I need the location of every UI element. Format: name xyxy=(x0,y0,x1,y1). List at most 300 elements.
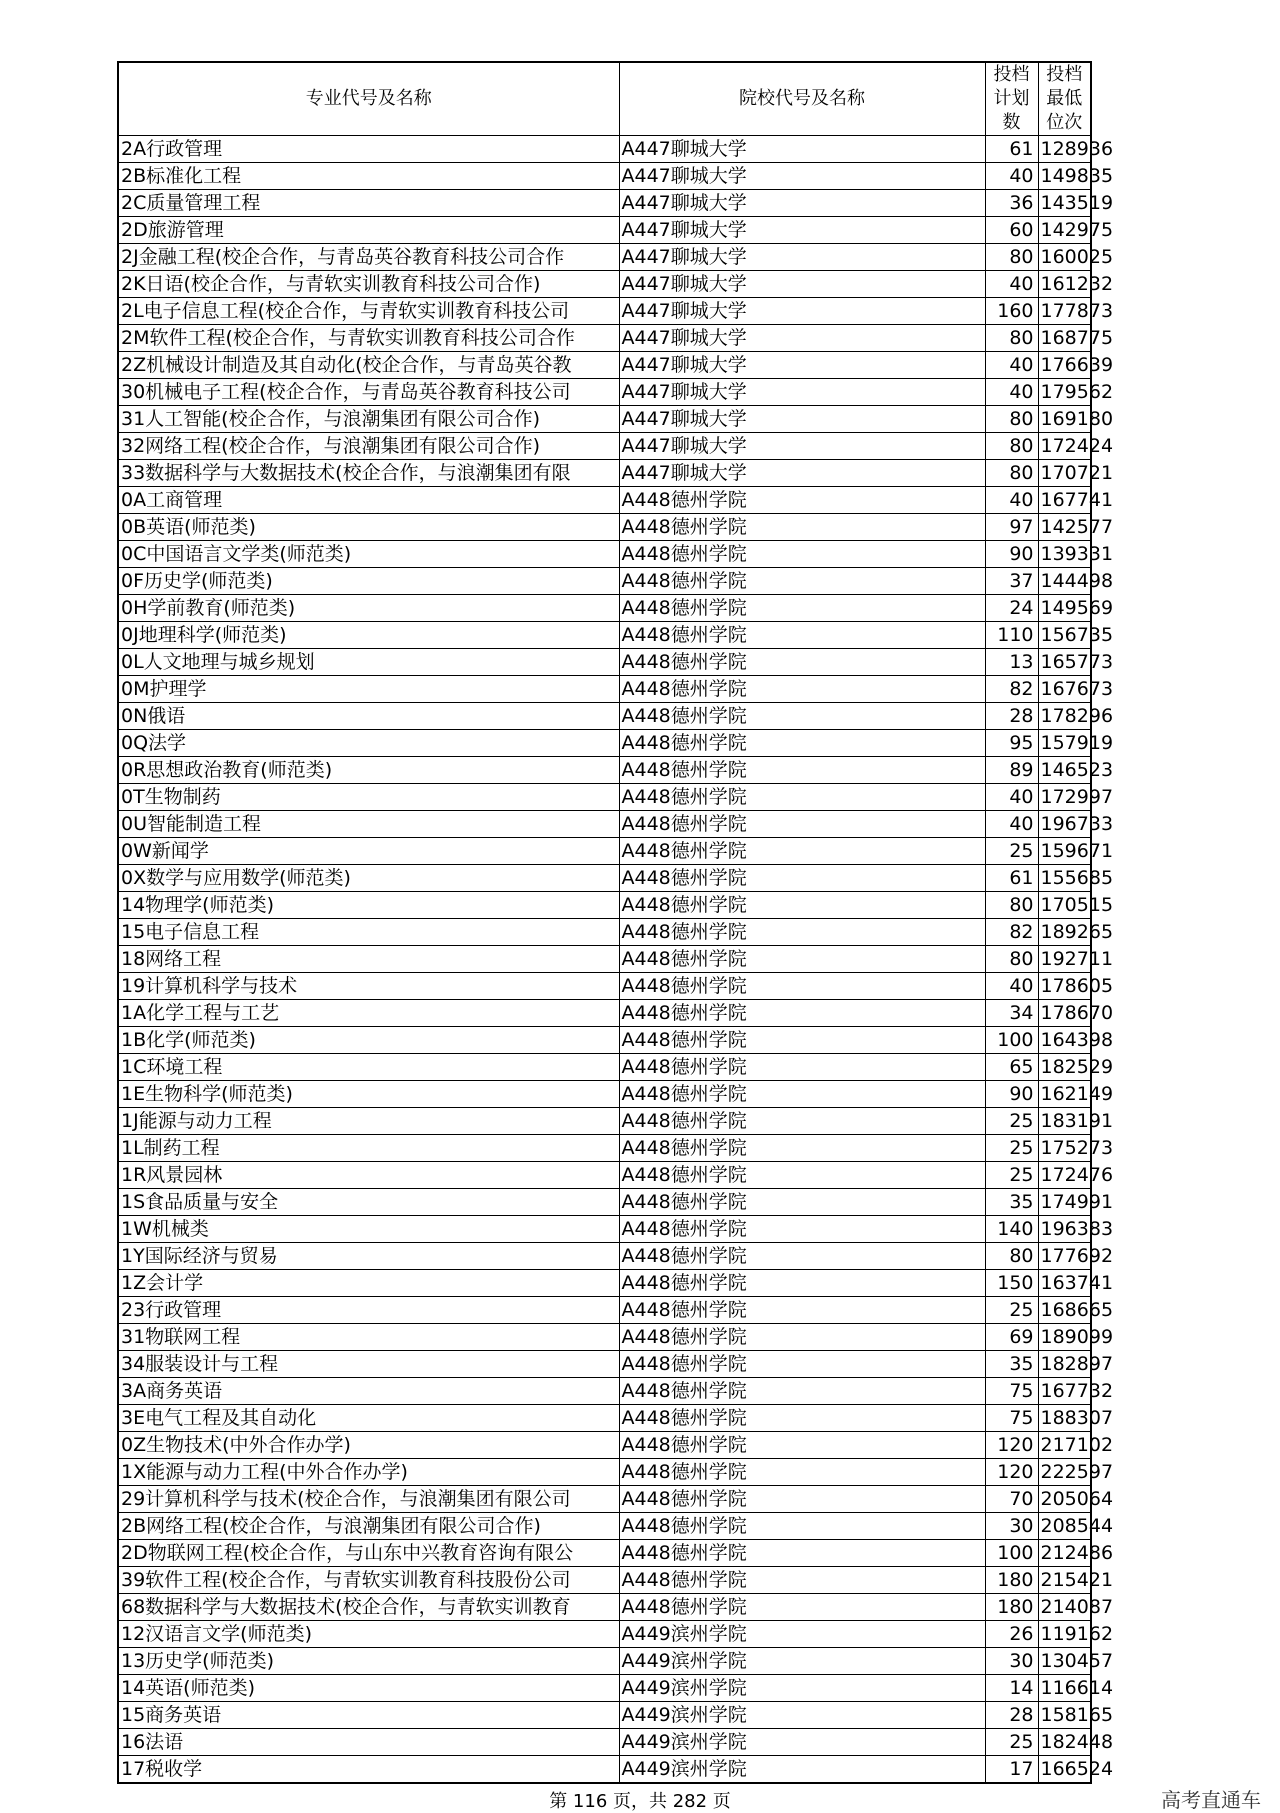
cell-rank: 188307 xyxy=(1038,1405,1091,1432)
cell-plan: 35 xyxy=(985,1189,1038,1216)
cell-rank: 130457 xyxy=(1038,1648,1091,1675)
cell-plan: 120 xyxy=(985,1459,1038,1486)
cell-plan: 40 xyxy=(985,973,1038,1000)
table-row xyxy=(118,1756,1091,1784)
cell-school: A447聊城大学 xyxy=(619,136,985,163)
cell-rank: 139331 xyxy=(1038,541,1091,568)
cell-rank: 183191 xyxy=(1038,1108,1091,1135)
cell-major: 14英语(师范类) xyxy=(118,1675,619,1702)
table-row xyxy=(118,811,1091,838)
cell-plan: 40 xyxy=(985,163,1038,190)
cell-rank: 192711 xyxy=(1038,946,1091,973)
cell-plan: 90 xyxy=(985,1081,1038,1108)
cell-major: 12汉语言文学(师范类) xyxy=(118,1621,619,1648)
cell-major: 0J地理科学(师范类) xyxy=(118,622,619,649)
cell-major: 1C环境工程 xyxy=(118,1054,619,1081)
table-row xyxy=(118,244,1091,271)
cell-school: A448德州学院 xyxy=(619,1162,985,1189)
cell-school: A448德州学院 xyxy=(619,865,985,892)
table-row xyxy=(118,1567,1091,1594)
cell-rank: 172424 xyxy=(1038,433,1091,460)
cell-rank: 182529 xyxy=(1038,1054,1091,1081)
cell-rank: 119162 xyxy=(1038,1621,1091,1648)
cell-plan: 80 xyxy=(985,892,1038,919)
table-row xyxy=(118,1540,1091,1567)
cell-major: 2D旅游管理 xyxy=(118,217,619,244)
table-row xyxy=(118,1027,1091,1054)
cell-plan: 40 xyxy=(985,784,1038,811)
cell-rank: 128936 xyxy=(1038,136,1091,163)
cell-major: 31物联网工程 xyxy=(118,1324,619,1351)
cell-plan: 35 xyxy=(985,1351,1038,1378)
cell-plan: 26 xyxy=(985,1621,1038,1648)
cell-plan: 80 xyxy=(985,406,1038,433)
cell-major: 0A工商管理 xyxy=(118,487,619,514)
cell-plan: 80 xyxy=(985,433,1038,460)
cell-plan: 40 xyxy=(985,379,1038,406)
table-row xyxy=(118,730,1091,757)
cell-major: 32网络工程(校企合作，与浪潮集团有限公司合作) xyxy=(118,433,619,460)
cell-rank: 168775 xyxy=(1038,325,1091,352)
cell-school: A448德州学院 xyxy=(619,1567,985,1594)
cell-school: A448德州学院 xyxy=(619,541,985,568)
cell-school: A447聊城大学 xyxy=(619,406,985,433)
cell-rank: 168665 xyxy=(1038,1297,1091,1324)
table-row xyxy=(118,190,1091,217)
table-row xyxy=(118,514,1091,541)
cell-school: A449滨州学院 xyxy=(619,1621,985,1648)
cell-plan: 28 xyxy=(985,703,1038,730)
cell-major: 0X数学与应用数学(师范类) xyxy=(118,865,619,892)
cell-school: A448德州学院 xyxy=(619,1270,985,1297)
cell-rank: 196383 xyxy=(1038,1216,1091,1243)
table-row xyxy=(118,1729,1091,1756)
table-row xyxy=(118,595,1091,622)
cell-school: A447聊城大学 xyxy=(619,433,985,460)
cell-major: 0Z生物技术(中外合作办学) xyxy=(118,1432,619,1459)
cell-major: 16法语 xyxy=(118,1729,619,1756)
table-row xyxy=(118,1432,1091,1459)
cell-plan: 25 xyxy=(985,1162,1038,1189)
cell-rank: 189099 xyxy=(1038,1324,1091,1351)
cell-major: 1R风景园林 xyxy=(118,1162,619,1189)
cell-major: 0T生物制药 xyxy=(118,784,619,811)
table-row xyxy=(118,973,1091,1000)
cell-plan: 61 xyxy=(985,136,1038,163)
cell-school: A448德州学院 xyxy=(619,784,985,811)
cell-rank: 212486 xyxy=(1038,1540,1091,1567)
cell-rank: 162149 xyxy=(1038,1081,1091,1108)
cell-plan: 140 xyxy=(985,1216,1038,1243)
table-row xyxy=(118,1297,1091,1324)
cell-school: A447聊城大学 xyxy=(619,163,985,190)
cell-rank: 116614 xyxy=(1038,1675,1091,1702)
cell-rank: 167732 xyxy=(1038,1378,1091,1405)
cell-plan: 150 xyxy=(985,1270,1038,1297)
cell-rank: 178605 xyxy=(1038,973,1091,1000)
cell-plan: 120 xyxy=(985,1432,1038,1459)
cell-plan: 25 xyxy=(985,1135,1038,1162)
cell-school: A448德州学院 xyxy=(619,919,985,946)
watermark-text: 高考直通车 xyxy=(1161,1788,1261,1812)
cell-major: 1L制药工程 xyxy=(118,1135,619,1162)
cell-rank: 149569 xyxy=(1038,595,1091,622)
cell-plan: 65 xyxy=(985,1054,1038,1081)
cell-rank: 142975 xyxy=(1038,217,1091,244)
cell-rank: 155685 xyxy=(1038,865,1091,892)
header-plan: 投档计划数 xyxy=(985,62,1038,136)
cell-school: A447聊城大学 xyxy=(619,244,985,271)
admission-table-container xyxy=(117,61,1114,1784)
cell-major: 0B英语(师范类) xyxy=(118,514,619,541)
cell-major: 0U智能制造工程 xyxy=(118,811,619,838)
cell-rank: 208544 xyxy=(1038,1513,1091,1540)
cell-rank: 163741 xyxy=(1038,1270,1091,1297)
cell-school: A447聊城大学 xyxy=(619,217,985,244)
cell-rank: 177873 xyxy=(1038,298,1091,325)
table-row xyxy=(118,163,1091,190)
table-row xyxy=(118,1378,1091,1405)
cell-school: A449滨州学院 xyxy=(619,1729,985,1756)
cell-major: 18网络工程 xyxy=(118,946,619,973)
cell-school: A448德州学院 xyxy=(619,1459,985,1486)
cell-rank: 196733 xyxy=(1038,811,1091,838)
table-row xyxy=(118,352,1091,379)
table-row xyxy=(118,1513,1091,1540)
cell-school: A449滨州学院 xyxy=(619,1702,985,1729)
cell-major: 15商务英语 xyxy=(118,1702,619,1729)
cell-major: 17税收学 xyxy=(118,1756,619,1784)
cell-rank: 217102 xyxy=(1038,1432,1091,1459)
table-row xyxy=(118,622,1091,649)
table-row xyxy=(118,1459,1091,1486)
cell-plan: 17 xyxy=(985,1756,1038,1784)
cell-major: 2D物联网工程(校企合作，与山东中兴教育咨询有限公 xyxy=(118,1540,619,1567)
cell-rank: 146523 xyxy=(1038,757,1091,784)
cell-plan: 60 xyxy=(985,217,1038,244)
cell-major: 0W新闻学 xyxy=(118,838,619,865)
cell-plan: 100 xyxy=(985,1027,1038,1054)
cell-plan: 180 xyxy=(985,1594,1038,1621)
cell-school: A448德州学院 xyxy=(619,946,985,973)
cell-school: A448德州学院 xyxy=(619,1297,985,1324)
table-row xyxy=(118,649,1091,676)
cell-major: 1A化学工程与工艺 xyxy=(118,1000,619,1027)
cell-major: 1B化学(师范类) xyxy=(118,1027,619,1054)
table-row xyxy=(118,1351,1091,1378)
cell-school: A447聊城大学 xyxy=(619,460,985,487)
table-header-row xyxy=(118,62,1091,136)
table-row xyxy=(118,1216,1091,1243)
table-row xyxy=(118,568,1091,595)
table-row xyxy=(118,784,1091,811)
cell-school: A448德州学院 xyxy=(619,1189,985,1216)
cell-rank: 175273 xyxy=(1038,1135,1091,1162)
table-row xyxy=(118,1675,1091,1702)
cell-school: A448德州学院 xyxy=(619,1378,985,1405)
cell-major: 2J金融工程(校企合作，与青岛英谷教育科技公司合作 xyxy=(118,244,619,271)
cell-school: A448德州学院 xyxy=(619,1324,985,1351)
cell-rank: 179562 xyxy=(1038,379,1091,406)
cell-rank: 158165 xyxy=(1038,1702,1091,1729)
cell-major: 1E生物科学(师范类) xyxy=(118,1081,619,1108)
cell-major: 2B网络工程(校企合作，与浪潮集团有限公司合作) xyxy=(118,1513,619,1540)
cell-school: A448德州学院 xyxy=(619,1486,985,1513)
cell-rank: 159671 xyxy=(1038,838,1091,865)
table-row xyxy=(118,946,1091,973)
cell-plan: 34 xyxy=(985,1000,1038,1027)
cell-major: 13历史学(师范类) xyxy=(118,1648,619,1675)
cell-rank: 143519 xyxy=(1038,190,1091,217)
cell-major: 31人工智能(校企合作，与浪潮集团有限公司合作) xyxy=(118,406,619,433)
table-row xyxy=(118,1189,1091,1216)
cell-major: 1Y国际经济与贸易 xyxy=(118,1243,619,1270)
cell-major: 1J能源与动力工程 xyxy=(118,1108,619,1135)
table-row xyxy=(118,298,1091,325)
admission-table xyxy=(117,61,1114,1784)
cell-major: 34服装设计与工程 xyxy=(118,1351,619,1378)
cell-plan: 40 xyxy=(985,352,1038,379)
cell-plan: 82 xyxy=(985,919,1038,946)
cell-plan: 40 xyxy=(985,487,1038,514)
table-row xyxy=(118,703,1091,730)
cell-rank: 166524 xyxy=(1038,1756,1091,1784)
cell-plan: 28 xyxy=(985,1702,1038,1729)
cell-rank: 172997 xyxy=(1038,784,1091,811)
cell-rank: 182897 xyxy=(1038,1351,1091,1378)
cell-rank: 157919 xyxy=(1038,730,1091,757)
cell-major: 33数据科学与大数据技术(校企合作，与浪潮集团有限 xyxy=(118,460,619,487)
cell-major: 0C中国语言文学类(师范类) xyxy=(118,541,619,568)
cell-school: A448德州学院 xyxy=(619,1054,985,1081)
cell-school: A447聊城大学 xyxy=(619,271,985,298)
cell-rank: 215421 xyxy=(1038,1567,1091,1594)
table-row xyxy=(118,406,1091,433)
cell-school: A448德州学院 xyxy=(619,1216,985,1243)
cell-plan: 97 xyxy=(985,514,1038,541)
table-row xyxy=(118,1486,1091,1513)
cell-rank: 144498 xyxy=(1038,568,1091,595)
cell-rank: 156735 xyxy=(1038,622,1091,649)
table-row xyxy=(118,379,1091,406)
cell-school: A448德州学院 xyxy=(619,1135,985,1162)
table-row xyxy=(118,1135,1091,1162)
table-row xyxy=(118,1108,1091,1135)
cell-plan: 25 xyxy=(985,1108,1038,1135)
cell-school: A448德州学院 xyxy=(619,487,985,514)
cell-rank: 176639 xyxy=(1038,352,1091,379)
cell-plan: 100 xyxy=(985,1540,1038,1567)
cell-school: A448德州学院 xyxy=(619,1594,985,1621)
cell-school: A448德州学院 xyxy=(619,757,985,784)
cell-major: 3E电气工程及其自动化 xyxy=(118,1405,619,1432)
table-row xyxy=(118,676,1091,703)
cell-plan: 160 xyxy=(985,298,1038,325)
cell-school: A448德州学院 xyxy=(619,1540,985,1567)
cell-school: A447聊城大学 xyxy=(619,325,985,352)
table-row xyxy=(118,460,1091,487)
cell-plan: 80 xyxy=(985,325,1038,352)
cell-school: A448德州学院 xyxy=(619,622,985,649)
cell-school: A449滨州学院 xyxy=(619,1648,985,1675)
cell-school: A447聊城大学 xyxy=(619,379,985,406)
cell-plan: 110 xyxy=(985,622,1038,649)
cell-plan: 24 xyxy=(985,595,1038,622)
cell-major: 2B标准化工程 xyxy=(118,163,619,190)
header-rank: 投档最低位次 xyxy=(1038,62,1091,136)
cell-major: 39软件工程(校企合作，与青软实训教育科技股份公司 xyxy=(118,1567,619,1594)
table-row xyxy=(118,271,1091,298)
cell-major: 0F历史学(师范类) xyxy=(118,568,619,595)
cell-rank: 178670 xyxy=(1038,1000,1091,1027)
cell-plan: 36 xyxy=(985,190,1038,217)
cell-school: A448德州学院 xyxy=(619,1513,985,1540)
cell-school: A448德州学院 xyxy=(619,838,985,865)
cell-school: A448德州学院 xyxy=(619,1351,985,1378)
cell-major: 0H学前教育(师范类) xyxy=(118,595,619,622)
cell-plan: 61 xyxy=(985,865,1038,892)
header-school: 院校代号及名称 xyxy=(619,62,985,136)
table-row xyxy=(118,325,1091,352)
cell-plan: 80 xyxy=(985,460,1038,487)
cell-rank: 177692 xyxy=(1038,1243,1091,1270)
cell-school: A448德州学院 xyxy=(619,514,985,541)
cell-rank: 164398 xyxy=(1038,1027,1091,1054)
cell-school: A448德州学院 xyxy=(619,1405,985,1432)
cell-plan: 90 xyxy=(985,541,1038,568)
cell-plan: 69 xyxy=(985,1324,1038,1351)
cell-plan: 40 xyxy=(985,271,1038,298)
cell-plan: 75 xyxy=(985,1378,1038,1405)
cell-plan: 95 xyxy=(985,730,1038,757)
table-row xyxy=(118,1405,1091,1432)
table-row xyxy=(118,1702,1091,1729)
table-row xyxy=(118,433,1091,460)
cell-school: A448德州学院 xyxy=(619,703,985,730)
cell-major: 1W机械类 xyxy=(118,1216,619,1243)
cell-rank: 167741 xyxy=(1038,487,1091,514)
cell-school: A447聊城大学 xyxy=(619,190,985,217)
cell-plan: 30 xyxy=(985,1648,1038,1675)
table-row xyxy=(118,838,1091,865)
cell-plan: 80 xyxy=(985,946,1038,973)
cell-school: A447聊城大学 xyxy=(619,298,985,325)
table-row xyxy=(118,541,1091,568)
table-row xyxy=(118,487,1091,514)
cell-major: 29计算机科学与技术(校企合作，与浪潮集团有限公司 xyxy=(118,1486,619,1513)
cell-school: A449滨州学院 xyxy=(619,1675,985,1702)
cell-plan: 30 xyxy=(985,1513,1038,1540)
cell-major: 2L电子信息工程(校企合作，与青软实训教育科技公司 xyxy=(118,298,619,325)
table-row xyxy=(118,1270,1091,1297)
cell-school: A448德州学院 xyxy=(619,1027,985,1054)
cell-school: A448德州学院 xyxy=(619,1108,985,1135)
cell-plan: 180 xyxy=(985,1567,1038,1594)
cell-plan: 37 xyxy=(985,568,1038,595)
cell-major: 2M软件工程(校企合作，与青软实训教育科技公司合作 xyxy=(118,325,619,352)
cell-school: A448德州学院 xyxy=(619,1243,985,1270)
table-row xyxy=(118,1648,1091,1675)
cell-school: A448德州学院 xyxy=(619,676,985,703)
cell-rank: 149835 xyxy=(1038,163,1091,190)
table-row xyxy=(118,1054,1091,1081)
cell-major: 0L人文地理与城乡规划 xyxy=(118,649,619,676)
cell-school: A449滨州学院 xyxy=(619,1756,985,1784)
table-row xyxy=(118,1594,1091,1621)
cell-major: 2C质量管理工程 xyxy=(118,190,619,217)
table-row xyxy=(118,1000,1091,1027)
cell-school: A448德州学院 xyxy=(619,568,985,595)
cell-rank: 174991 xyxy=(1038,1189,1091,1216)
table-body xyxy=(118,136,1114,1784)
cell-major: 1S食品质量与安全 xyxy=(118,1189,619,1216)
table-row xyxy=(118,136,1091,163)
cell-plan: 25 xyxy=(985,1729,1038,1756)
cell-rank: 182448 xyxy=(1038,1729,1091,1756)
cell-major: 1X能源与动力工程(中外合作办学) xyxy=(118,1459,619,1486)
table-row xyxy=(118,919,1091,946)
cell-rank: 167673 xyxy=(1038,676,1091,703)
cell-school: A448德州学院 xyxy=(619,892,985,919)
cell-rank: 205064 xyxy=(1038,1486,1091,1513)
table-row xyxy=(118,1162,1091,1189)
cell-plan: 13 xyxy=(985,649,1038,676)
table-row xyxy=(118,1621,1091,1648)
cell-school: A448德州学院 xyxy=(619,730,985,757)
cell-major: 68数据科学与大数据技术(校企合作，与青软实训教育 xyxy=(118,1594,619,1621)
table-row xyxy=(118,892,1091,919)
cell-major: 0M护理学 xyxy=(118,676,619,703)
cell-school: A448德州学院 xyxy=(619,1000,985,1027)
cell-rank: 189265 xyxy=(1038,919,1091,946)
cell-plan: 40 xyxy=(985,811,1038,838)
cell-rank: 160025 xyxy=(1038,244,1091,271)
cell-major: 2K日语(校企合作，与青软实训教育科技公司合作) xyxy=(118,271,619,298)
cell-school: A448德州学院 xyxy=(619,1081,985,1108)
cell-rank: 165773 xyxy=(1038,649,1091,676)
cell-major: 19计算机科学与技术 xyxy=(118,973,619,1000)
cell-rank: 142577 xyxy=(1038,514,1091,541)
cell-plan: 14 xyxy=(985,1675,1038,1702)
cell-rank: 170721 xyxy=(1038,460,1091,487)
header-major: 专业代号及名称 xyxy=(118,62,619,136)
cell-plan: 89 xyxy=(985,757,1038,784)
cell-plan: 70 xyxy=(985,1486,1038,1513)
cell-plan: 25 xyxy=(985,1297,1038,1324)
cell-rank: 214087 xyxy=(1038,1594,1091,1621)
cell-major: 0Q法学 xyxy=(118,730,619,757)
cell-major: 2Z机械设计制造及其自动化(校企合作，与青岛英谷教 xyxy=(118,352,619,379)
cell-school: A448德州学院 xyxy=(619,811,985,838)
cell-school: A448德州学院 xyxy=(619,973,985,1000)
cell-plan: 80 xyxy=(985,1243,1038,1270)
table-row xyxy=(118,1324,1091,1351)
cell-school: A447聊城大学 xyxy=(619,352,985,379)
table-row xyxy=(118,1243,1091,1270)
cell-rank: 172476 xyxy=(1038,1162,1091,1189)
table-row xyxy=(118,865,1091,892)
cell-plan: 82 xyxy=(985,676,1038,703)
table-row xyxy=(118,217,1091,244)
table-row xyxy=(118,1081,1091,1108)
cell-major: 0N俄语 xyxy=(118,703,619,730)
cell-major: 14物理学(师范类) xyxy=(118,892,619,919)
cell-plan: 80 xyxy=(985,244,1038,271)
table-row xyxy=(118,757,1091,784)
cell-major: 30机械电子工程(校企合作，与青岛英谷教育科技公司 xyxy=(118,379,619,406)
cell-school: A448德州学院 xyxy=(619,1432,985,1459)
cell-rank: 161232 xyxy=(1038,271,1091,298)
